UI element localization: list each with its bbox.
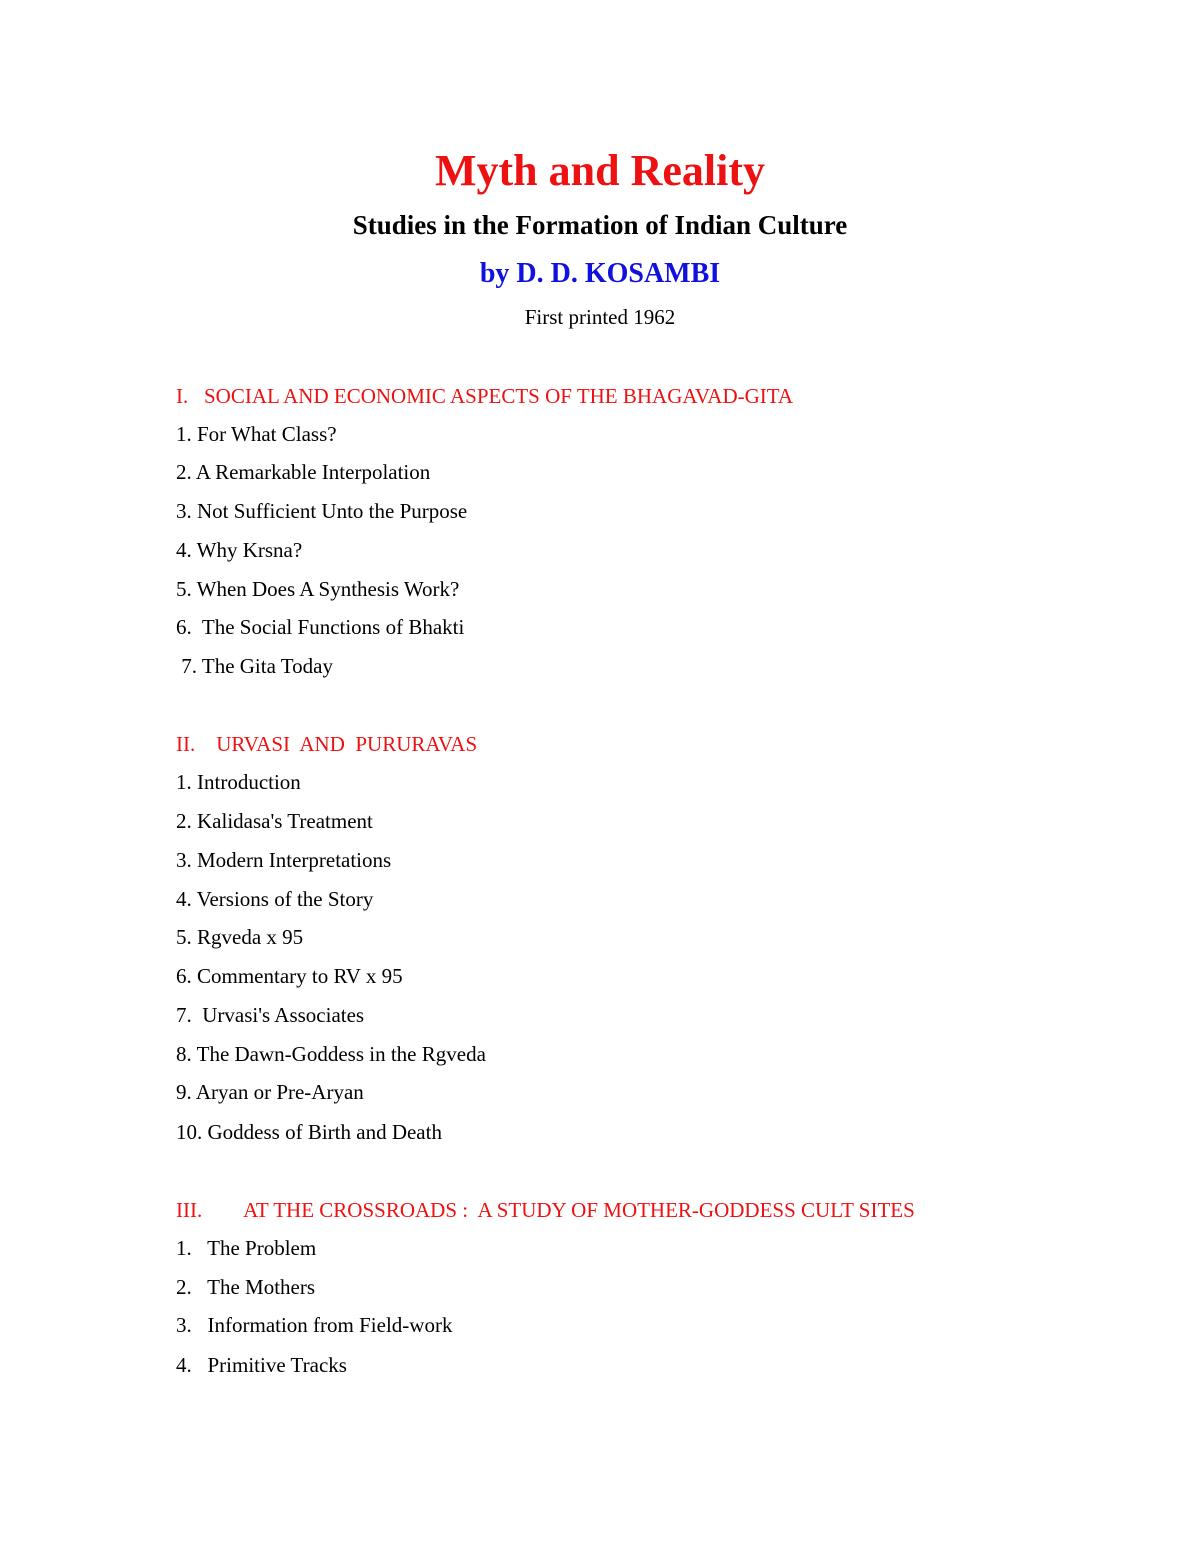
toc-item[interactable]: 9. Aryan or Pre-Aryan bbox=[176, 1080, 364, 1104]
toc-item[interactable]: 1. For What Class? bbox=[176, 422, 337, 446]
toc-item[interactable]: 7. The Gita Today bbox=[176, 654, 333, 678]
document-author: by D. D. KOSAMBI bbox=[479, 258, 721, 289]
toc-item[interactable]: 1. The Problem bbox=[176, 1236, 317, 1260]
toc-item[interactable]: 2. Kalidasa's Treatment bbox=[176, 809, 373, 833]
toc-item[interactable]: 4. Why Krsna? bbox=[176, 538, 303, 562]
toc-item[interactable]: 3. Information from Field-work bbox=[176, 1313, 453, 1337]
section-heading-1[interactable]: I. SOCIAL AND ECONOMIC ASPECTS OF THE BHAGAVAD-GITA bbox=[176, 384, 794, 408]
toc-item[interactable]: 2. The Mothers bbox=[176, 1275, 316, 1299]
document-title: Myth and Reality bbox=[435, 146, 765, 195]
printed-date: First printed 1962 bbox=[524, 305, 676, 329]
toc-item[interactable]: 7. Urvasi's Associates bbox=[176, 1003, 365, 1027]
toc-item[interactable]: 4. Versions of the Story bbox=[176, 887, 374, 911]
toc-item[interactable]: 4. Primitive Tracks bbox=[176, 1353, 347, 1377]
toc-item[interactable]: 2. A Remarkable Interpolation bbox=[176, 460, 431, 484]
toc-item[interactable]: 3. Not Sufficient Unto the Purpose bbox=[176, 499, 468, 523]
section-heading-3[interactable]: III. AT THE CROSSROADS : A STUDY OF MOTHER-GODDESS CULT SITES bbox=[176, 1198, 915, 1222]
toc-item[interactable]: 6. Commentary to RV x 95 bbox=[176, 964, 403, 988]
section-heading-2[interactable]: II. URVASI AND PURURAVAS bbox=[176, 732, 478, 756]
toc-item[interactable]: 1. Introduction bbox=[176, 770, 301, 794]
toc-item[interactable]: 5. When Does A Synthesis Work? bbox=[176, 577, 460, 601]
document-subtitle: Studies in the Formation of Indian Culture bbox=[352, 210, 848, 240]
toc-item[interactable]: 6. The Social Functions of Bhakti bbox=[176, 615, 465, 639]
toc-item[interactable]: 10. Goddess of Birth and Death bbox=[176, 1120, 442, 1144]
toc-item[interactable]: 3. Modern Interpretations bbox=[176, 848, 392, 872]
toc-item[interactable]: 8. The Dawn-Goddess in the Rgveda bbox=[176, 1042, 486, 1066]
toc-item[interactable]: 5. Rgveda x 95 bbox=[176, 925, 304, 949]
